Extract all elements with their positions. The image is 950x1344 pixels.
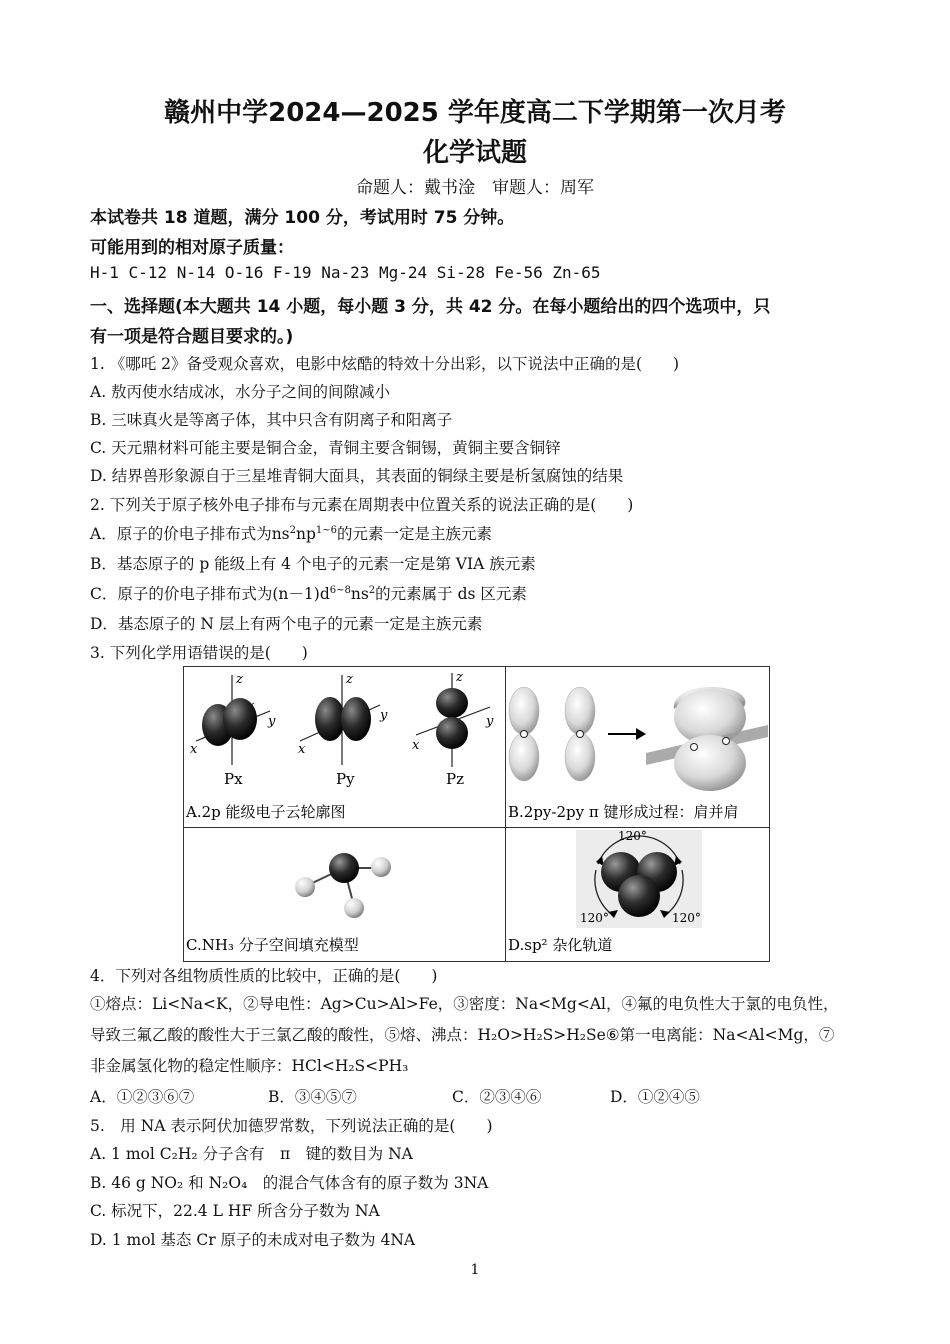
- q2-option-a: [90, 522, 492, 544]
- q3-stem: 3. 下列化学用语错误的是( ): [90, 644, 308, 662]
- nh3-model-figure: [184, 828, 505, 961]
- sp2-figure: [506, 828, 769, 961]
- pz-x-label: x: [412, 738, 420, 753]
- q2-c-prefix: C．原子的价电子排布式为: [90, 585, 273, 603]
- hydrogen-atom: [371, 857, 391, 877]
- q2-option-d: D．基态原子的 N 层上有两个电子的元素一定是主族元素: [90, 615, 483, 633]
- caption-d: D.sp² 杂化轨道: [508, 936, 613, 954]
- q2-option-b: B．基态原子的 p 能级上有 4 个电子的元素一定是第 VIA 族元素: [90, 555, 536, 573]
- q4-statements-line2: 导致三氟乙酸的酸性大于三氯乙酸的酸性，⑤熔、沸点：H₂O>H₂S>H₂Se⑥第一电离能：Na<Al<Mg，⑦: [90, 1026, 835, 1044]
- q3-figure-grid: [183, 666, 770, 962]
- q1-stem: 1. 《哪吒 2》备受观众喜欢，电影中炫酷的特效十分出彩，以下说法中正确的是( ): [90, 355, 680, 373]
- intro-atomic-mass-label: 可能用到的相对原子质量：: [90, 238, 294, 258]
- page-number: 1: [470, 1262, 480, 1278]
- q2-a-config-ns: ns: [271, 525, 290, 543]
- pi-nucleus-left: [691, 744, 698, 751]
- py-y-label: y: [380, 708, 388, 723]
- pz-caption: Pz: [446, 770, 464, 788]
- q2-a-prefix: A．原子的价电子排布式为: [90, 525, 272, 543]
- py-lobe-left: [315, 697, 345, 741]
- intro-line: 本试卷共 18 道题，满分 100 分，考试用时 75 分钟。: [90, 208, 515, 228]
- q5-option-c: C. 标况下，22.4 L HF 所含分子数为 NA: [90, 1202, 380, 1220]
- p-orbitals-figure: [184, 667, 505, 827]
- py-orbital-right: [565, 687, 595, 781]
- q4-option-d: D．①②④⑤: [610, 1088, 700, 1106]
- q4-option-c: C．②③④⑥: [452, 1088, 542, 1106]
- pz-lobe-top: [436, 688, 468, 718]
- q1-option-d: D. 结界兽形象源自于三星堆青铜大面具，其表面的铜绿主要是析氢腐蚀的结果: [90, 467, 624, 485]
- py-z-label: z: [346, 672, 353, 687]
- q2-c-config-ns: ns: [350, 585, 369, 603]
- px-x-label: x: [190, 742, 198, 757]
- right-orbital-lower-lobe: [565, 733, 595, 781]
- q2-c-config-d: (n－1)d: [272, 585, 330, 603]
- caption-a: A.2p 能级电子云轮廓图: [186, 803, 346, 821]
- exam-authors: 命题人：戴书淦 审题人：周军: [356, 178, 594, 198]
- q4-stem: 4．下列对各组物质性质的比较中，正确的是( ): [90, 967, 438, 985]
- right-nucleus: [577, 731, 584, 738]
- arrow-head: [636, 728, 646, 740]
- pz-lobe-bottom: [436, 717, 468, 749]
- py-x-label: x: [298, 742, 306, 757]
- atomic-mass-list: H-1 C-12 N-14 O-16 F-19 Na-23 Mg-24 Si-28 Fe-56 Zn-65: [90, 263, 601, 282]
- q5-option-b: B. 46 g NO₂ 和 N₂O₄ 的混合气体含有的原子数为 3NA: [90, 1174, 489, 1192]
- pz-y-label: y: [486, 714, 494, 729]
- angle-label-left: 120°: [580, 911, 609, 925]
- sp2-lobe: [618, 875, 660, 917]
- px-z-label: z: [236, 672, 243, 687]
- exam-subtitle: 化学试题: [422, 138, 527, 168]
- q2-option-c: [90, 582, 527, 604]
- py-caption: Py: [336, 770, 355, 788]
- q2-a-sup1: 2: [289, 524, 297, 536]
- q1-option-a: A. 敖丙使水结成冰，水分子之间的间隙减小: [90, 383, 391, 401]
- hydrogen-atom: [295, 877, 315, 897]
- q2-a-sup2: 1~6: [315, 524, 338, 536]
- q4-statements-line1: ①熔点：Li<Na<K，②导电性：Ag>Cu>Al>Fe，③密度：Na<Mg<Al，④氟的电负性大于氯的电负性，: [90, 995, 839, 1013]
- q2-a-config-np: np: [296, 525, 316, 543]
- hydrogen-atom: [344, 898, 364, 918]
- left-orbital-upper-lobe: [509, 687, 539, 735]
- reaction-arrow: [608, 728, 646, 740]
- exam-title: 赣州中学2024—2025 学年度高二下学期第一次月考: [164, 98, 786, 128]
- nitrogen-atom: [329, 853, 359, 883]
- pz-orbital: [412, 670, 494, 788]
- right-orbital-upper-lobe: [565, 687, 595, 735]
- q5-option-d: D. 1 mol 基态 Cr 原子的未成对电子数为 4NA: [90, 1231, 416, 1249]
- q2-c-sup1: 6~8: [329, 584, 351, 596]
- px-lobe-front: [223, 698, 257, 740]
- caption-b: B.2py-2py π 键形成过程：肩并肩: [508, 803, 739, 821]
- left-nucleus: [521, 731, 528, 738]
- py-orbital: [298, 672, 388, 788]
- angle-label-top: 120°: [618, 829, 647, 843]
- q5-stem: 5. 用 NA 表示阿伏加德罗常数，下列说法正确的是( ): [90, 1117, 493, 1135]
- section-heading-line2: 有一项是符合题目要求的。): [90, 327, 294, 347]
- angle-label-right: 120°: [672, 911, 701, 925]
- q1-option-b: B. 三味真火是等离子体，其中只含有阴离子和阳离子: [90, 411, 453, 429]
- py-lobe-right: [341, 697, 371, 741]
- q2-c-suffix: 的元素属于 ds 区元素: [375, 585, 527, 603]
- q5-option-a: A. 1 mol C₂H₂ 分子含有 π 键的数目为 NA: [90, 1145, 413, 1163]
- section-heading-line1: 一、选择题(本大题共 14 小题，每小题 3 分，共 42 分。在每小题给出的四个选项中，只: [90, 297, 771, 317]
- q2-stem: 2. 下列关于原子核外电子排布与元素在周期表中位置关系的说法正确的是( ): [90, 496, 634, 514]
- left-orbital-lower-lobe: [509, 733, 539, 781]
- q4-option-b: B．③④⑤⑦: [268, 1088, 357, 1106]
- pz-z-label: z: [456, 670, 463, 685]
- q2-c-sup2: 2: [368, 584, 376, 596]
- pi-bond-figure: [506, 667, 769, 827]
- q1-option-c: C. 天元鼎材料可能主要是铜合金，青铜主要含铜锡，黄铜主要含铜锌: [90, 439, 561, 457]
- q4-statements-line3: 非金属氢化物的稳定性顺序：HCl<H₂S<PH₃: [90, 1057, 409, 1075]
- q4-option-a: A．①②③⑥⑦: [90, 1088, 195, 1106]
- pi-bond-lower-lobe: [674, 735, 746, 791]
- px-caption: Px: [224, 770, 243, 788]
- caption-c: C.NH₃ 分子空间填充模型: [186, 936, 359, 954]
- q2-a-suffix: 的元素一定是主族元素: [337, 525, 493, 543]
- pi-nucleus-right: [723, 738, 730, 745]
- px-y-label: y: [268, 714, 276, 729]
- py-orbital-left: [509, 687, 539, 781]
- px-orbital: [190, 672, 276, 788]
- pi-bond-result: [646, 687, 768, 791]
